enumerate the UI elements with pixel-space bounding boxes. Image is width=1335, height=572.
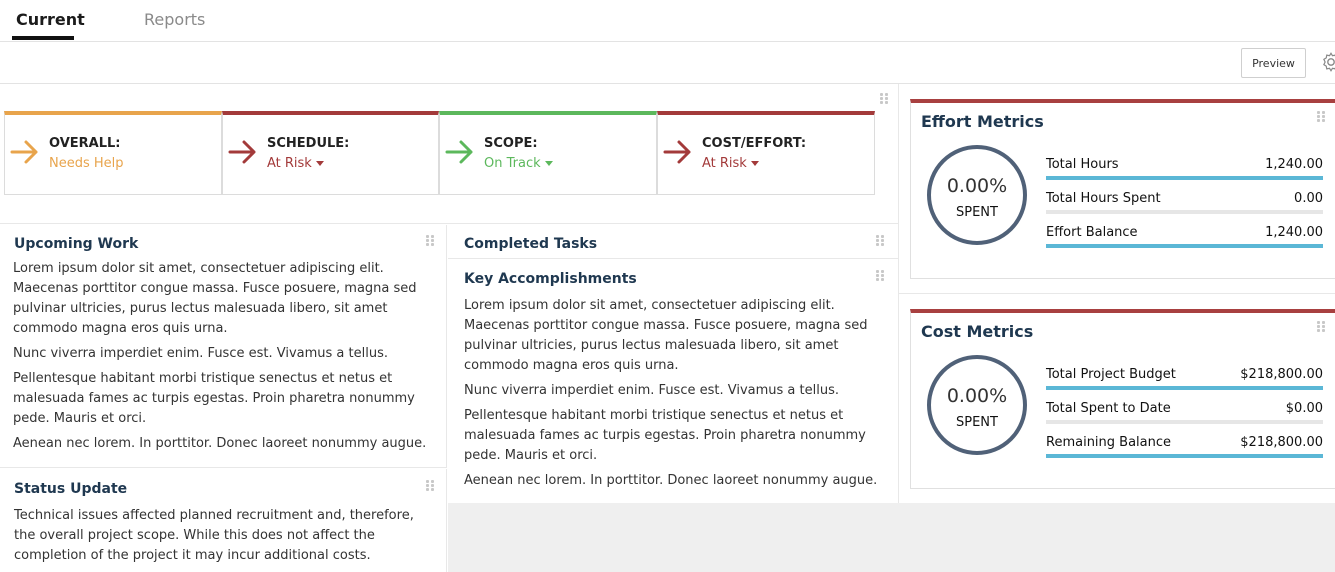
spent-percent: 0.00% (946, 385, 1008, 407)
panel-title: Status Update (14, 481, 128, 497)
status-card-scope (439, 111, 657, 195)
status-dropdown[interactable]: On Track (484, 156, 553, 171)
status-label: OVERALL: (49, 136, 121, 151)
status-card-cost-effort (657, 111, 875, 195)
paragraph: Pellentesque habitant morbi tristique senectus et netus et malesuada fames ac turpis egestas. Proin pharetra nonummy pede. Mauris et orci. (464, 408, 866, 463)
status-summary-panel (0, 84, 898, 224)
spent-label: SPENT (956, 415, 998, 430)
status-label: SCOPE: (484, 136, 538, 151)
drag-handle-icon[interactable] (876, 235, 886, 247)
cost-metrics-card (910, 309, 1335, 489)
status-update-text (14, 506, 436, 571)
paragraph: Lorem ipsum dolor sit amet, consectetuer adipiscing elit. Maecenas porttitor congue massa. Fusce posuere, magna sed pulvinar ultricies, purus lectus malesuada libero, sit amet commodo magna eros quis urna. (13, 261, 417, 336)
card-title: Effort Metrics (921, 112, 1044, 131)
paragraph: Lorem ipsum dolor sit amet, consectetuer adipiscing elit. Maecenas porttitor congue massa. Fusce posuere, magna sed pulvinar ultricies, purus lectus malesuada libero, sit amet commodo magna eros quis urna. (464, 298, 868, 373)
metric-bar (1046, 386, 1323, 390)
drag-handle-icon[interactable] (876, 270, 886, 282)
metric-label: Effort Balance (1046, 225, 1138, 240)
card-title: Cost Metrics (921, 322, 1034, 341)
metric-value: $218,800.00 (1240, 435, 1323, 450)
completed-tasks-panel (448, 225, 898, 259)
status-label: COST/EFFORT: (702, 136, 807, 151)
status-dropdown[interactable]: At Risk (702, 156, 759, 171)
metric-value: 0.00 (1294, 191, 1323, 206)
drag-handle-icon[interactable] (880, 93, 890, 105)
arrow-right-icon (663, 139, 693, 165)
effort-metrics-card (910, 99, 1335, 279)
row-divider (899, 293, 1335, 294)
metric-row (1046, 223, 1323, 249)
status-card-overall (4, 111, 222, 195)
spent-gauge (927, 355, 1027, 455)
key-accomplishments-panel (448, 260, 898, 503)
metric-label: Remaining Balance (1046, 435, 1172, 450)
caret-down-icon (545, 161, 553, 166)
arrow-right-icon (228, 139, 258, 165)
paragraph: Nunc viverra imperdiet enim. Fusce est. Vivamus a tellus. (13, 346, 388, 361)
metric-row (1046, 433, 1323, 459)
metric-value: $218,800.00 (1240, 367, 1323, 382)
metric-row (1046, 155, 1323, 181)
spent-label: SPENT (956, 205, 998, 220)
metric-bar (1046, 244, 1323, 248)
metric-row (1046, 189, 1323, 215)
empty-canvas-area (448, 503, 1335, 572)
panel-title: Key Accomplishments (464, 271, 637, 287)
paragraph: Aenean nec lorem. In porttitor. Donec laoreet nonummy augue. (464, 473, 878, 488)
metric-row (1046, 399, 1323, 425)
paragraph: Technical issues affected planned recruitment and, therefore, the overall project scope. While this does not affect the completion of the project it may incur additional costs. (14, 508, 414, 563)
status-value: Needs Help (49, 156, 124, 171)
panel-title: Upcoming Work (14, 236, 139, 252)
upcoming-work-panel (0, 225, 447, 468)
paragraph: Pellentesque habitant morbi tristique senectus et netus et malesuada fames ac turpis egestas. Proin pharetra nonummy pede. Mauris et orci. (13, 371, 415, 426)
metric-row (1046, 365, 1323, 391)
drag-handle-icon[interactable] (426, 480, 436, 492)
arrow-right-icon (10, 139, 40, 165)
caret-down-icon (751, 161, 759, 166)
metric-label: Total Hours Spent (1046, 191, 1161, 206)
arrow-right-icon (445, 139, 475, 165)
spent-gauge (927, 145, 1027, 245)
paragraph: Nunc viverra imperdiet enim. Fusce est. Vivamus a tellus. (464, 383, 839, 398)
tab-reports[interactable]: Reports (144, 10, 206, 29)
tab-current[interactable]: Current (16, 10, 85, 29)
metric-bar (1046, 454, 1323, 458)
toolbar (0, 42, 1335, 84)
upcoming-work-text (13, 259, 433, 459)
metric-bar (1046, 420, 1323, 424)
paragraph: Aenean nec lorem. In porttitor. Donec laoreet nonummy augue. (13, 436, 427, 451)
metric-label: Total Project Budget (1046, 367, 1176, 382)
caret-down-icon (316, 161, 324, 166)
metric-label: Total Hours (1046, 157, 1119, 172)
drag-handle-icon[interactable] (1317, 321, 1327, 333)
spent-percent: 0.00% (946, 175, 1008, 197)
active-tab-indicator (12, 36, 74, 40)
metric-value: 1,240.00 (1265, 225, 1323, 240)
status-update-panel (0, 469, 447, 572)
status-card-schedule (222, 111, 439, 195)
metric-bar (1046, 210, 1323, 214)
metric-bar (1046, 176, 1323, 180)
status-dropdown[interactable]: At Risk (267, 156, 324, 171)
metric-label: Total Spent to Date (1046, 401, 1171, 416)
drag-handle-icon[interactable] (1317, 111, 1327, 123)
key-accomplishments-text (464, 296, 884, 496)
preview-button[interactable]: Preview (1241, 48, 1306, 78)
metric-value: 1,240.00 (1265, 157, 1323, 172)
status-label: SCHEDULE: (267, 136, 350, 151)
drag-handle-icon[interactable] (426, 235, 436, 247)
tab-bar (0, 0, 1335, 42)
gear-icon[interactable] (1320, 51, 1335, 73)
panel-title: Completed Tasks (464, 236, 598, 252)
metric-value: $0.00 (1285, 401, 1323, 416)
